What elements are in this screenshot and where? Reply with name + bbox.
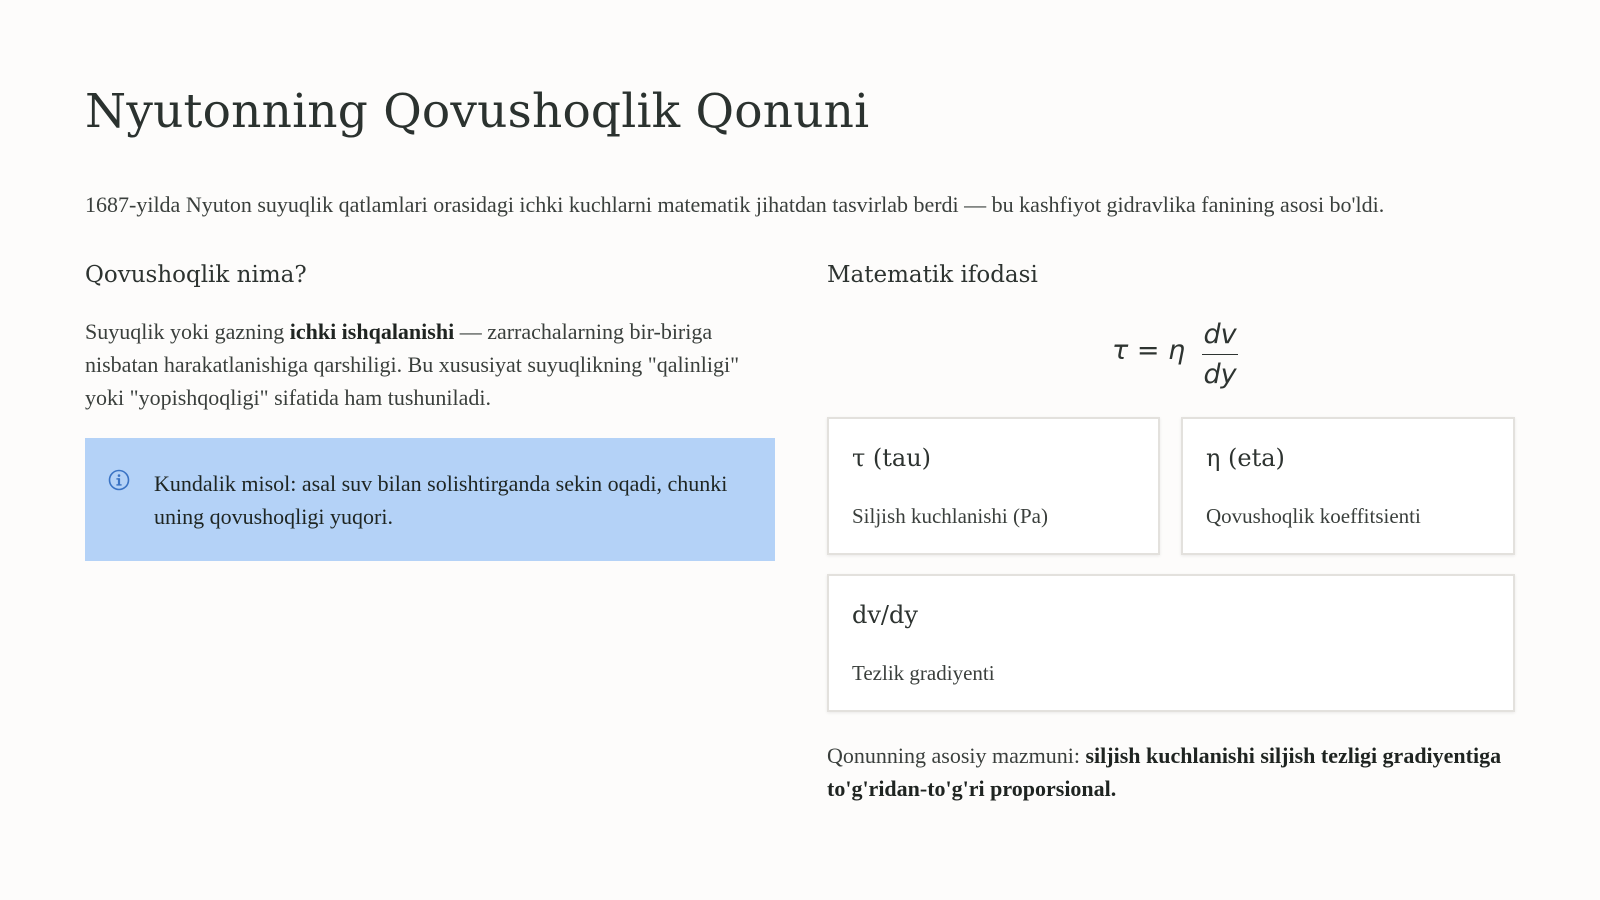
info-circle-icon	[108, 469, 130, 491]
fraction-numerator: dv	[1203, 319, 1237, 350]
formula-heading: Matematik ifodasi	[827, 262, 1038, 288]
card-gradient	[827, 574, 1515, 712]
definition-heading: Qovushoqlik nima?	[85, 262, 307, 288]
definition-emphasis: ichki ishqalanishi	[289, 319, 455, 344]
summary-emphasis: siljish kuchlanishi siljish tezligi gradiyentiga to'g'ridan-to'g'ri proporsional.	[827, 743, 1502, 801]
summary-lead: Qonunning asosiy mazmuni:	[827, 743, 1086, 768]
card-description: Qovushoqlik koeffitsienti	[1206, 504, 1421, 528]
card-eta	[1181, 417, 1515, 555]
example-text: Kundalik misol: asal suv bilan solishtirganda sekin oqadi, chunki uning qovushoqligi yuqori.	[154, 471, 728, 529]
intro-text: 1687-yilda Nyuton suyuqlik qatlamlari orasidagi ichki kuchlarni matematik jihatdan tasvirlab berdi — bu kashfiyot gidravlika fanining asosi bo'ldi.	[85, 192, 1385, 217]
example-callout	[85, 438, 775, 561]
definition-paragraph	[85, 315, 775, 414]
viscosity-formula	[1112, 318, 1272, 390]
formula-fraction	[1202, 318, 1238, 392]
definition-section	[85, 262, 775, 561]
card-symbol: τ (tau)	[852, 444, 932, 472]
card-description: Siljish kuchlanishi (Pa)	[852, 504, 1048, 528]
formula-lhs: τ = η	[1112, 335, 1186, 366]
definition-text-start: Suyuqlik yoki gazning	[85, 319, 290, 344]
fraction-denominator: dy	[1203, 359, 1237, 390]
card-tau	[827, 417, 1160, 555]
formula-section	[827, 262, 1517, 801]
card-symbol: dv/dy	[852, 601, 918, 629]
definition-text-end: — zarrachalarning bir-biriga nisbatan harakatlanishiga qarshiligi. Bu xususiyat suyuqlikning "qalinligi" yoki "yopishqoqligi" sifatida ham tushuniladi.	[85, 319, 740, 410]
card-symbol: η (eta)	[1206, 444, 1285, 472]
fraction-bar	[1202, 354, 1238, 355]
card-description: Tezlik gradiyenti	[852, 661, 995, 685]
law-summary	[827, 739, 1517, 805]
page-title: Nyutonning Qovushoqlik Qonuni	[85, 84, 870, 139]
